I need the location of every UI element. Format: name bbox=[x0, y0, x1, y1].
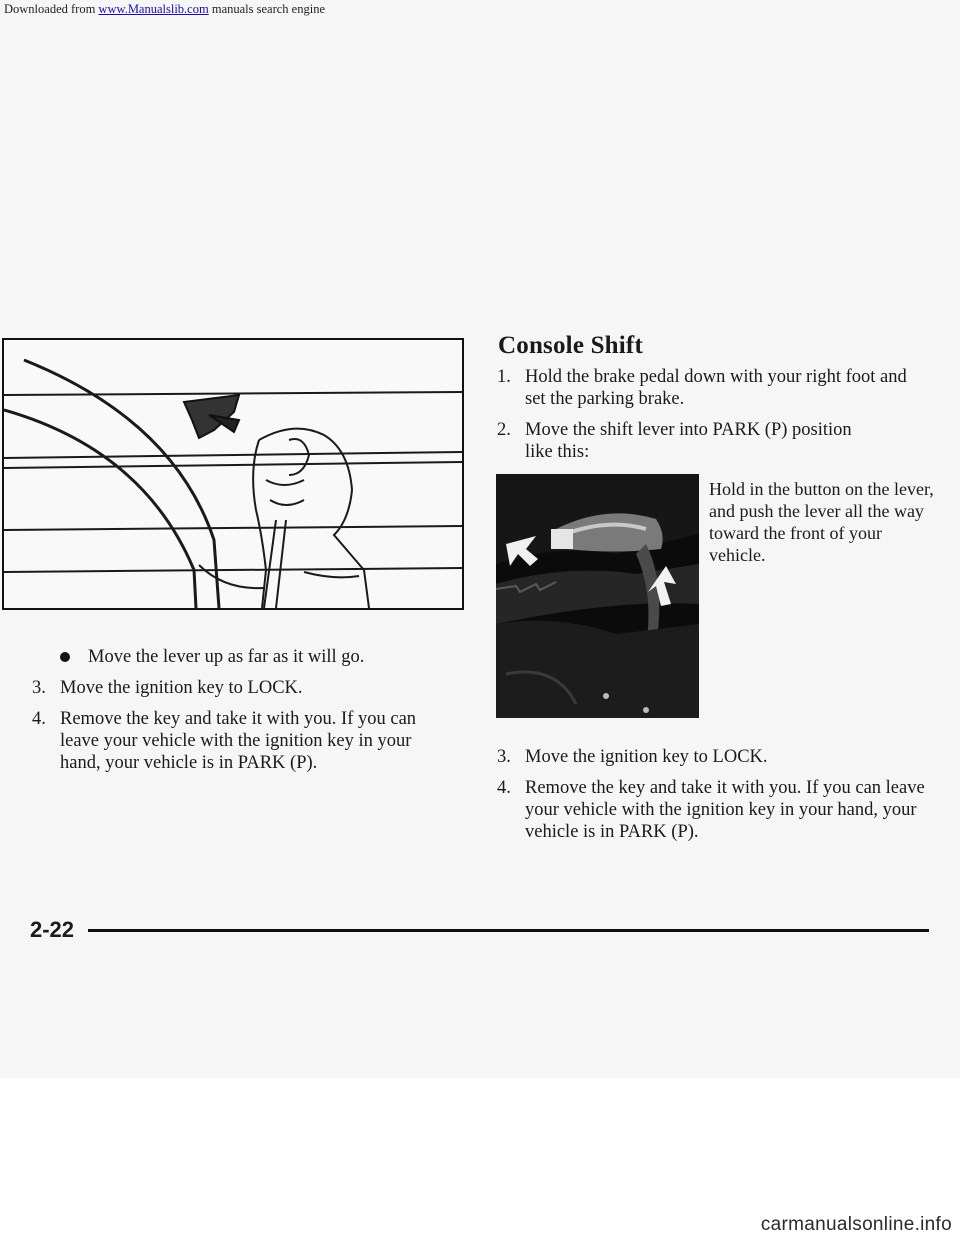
step-text: Move the ignition key to LOCK. bbox=[525, 747, 768, 767]
step-text: Remove the key and take it with you. If you can leave your vehicle with the ignition key in your hand, your vehicle is in PARK (P). bbox=[60, 709, 417, 773]
list-item bbox=[32, 708, 442, 774]
step-number: 3. bbox=[32, 678, 46, 698]
step-text: Hold the brake pedal down with your right foot and set the parking brake. bbox=[525, 367, 907, 409]
step-number: 3. bbox=[497, 747, 511, 767]
manualslib-link[interactable]: www.Manualslib.com bbox=[98, 2, 209, 16]
side-instruction: Hold in the button on the lever, and push the lever all the way toward the front of your vehicle. bbox=[709, 479, 934, 565]
step-text: Move the shift lever into PARK (P) position like this: bbox=[525, 420, 852, 462]
download-notice-suffix: manuals search engine bbox=[208, 2, 325, 16]
bullet-text: Move the lever up as far as it will go. bbox=[88, 647, 365, 667]
bullet-dot bbox=[60, 652, 70, 662]
list-item bbox=[497, 746, 929, 768]
list-item bbox=[32, 677, 442, 699]
list-item bbox=[60, 646, 460, 668]
step-number: 4. bbox=[497, 778, 511, 798]
list-item bbox=[497, 366, 929, 410]
step-number: 4. bbox=[32, 709, 46, 729]
column-shift-illustration bbox=[2, 338, 464, 610]
section-heading: Console Shift bbox=[498, 332, 643, 359]
step-text: Remove the key and take it with you. If you can leave your vehicle with the ignition key in your hand, your vehicle is in PARK (P). bbox=[525, 778, 925, 842]
step-text: Move the ignition key to LOCK. bbox=[60, 678, 303, 698]
step-number: 2. bbox=[497, 420, 511, 440]
download-notice-prefix: Downloaded from bbox=[4, 2, 99, 16]
footer-rule bbox=[88, 929, 929, 932]
download-notice bbox=[4, 2, 325, 17]
page-number: 2-22 bbox=[30, 917, 75, 942]
watermark-text: carmanualsonline.info bbox=[760, 1214, 952, 1235]
list-item bbox=[497, 419, 929, 463]
list-item bbox=[497, 777, 929, 843]
console-shift-photo bbox=[496, 474, 699, 718]
step-number: 1. bbox=[497, 367, 511, 387]
